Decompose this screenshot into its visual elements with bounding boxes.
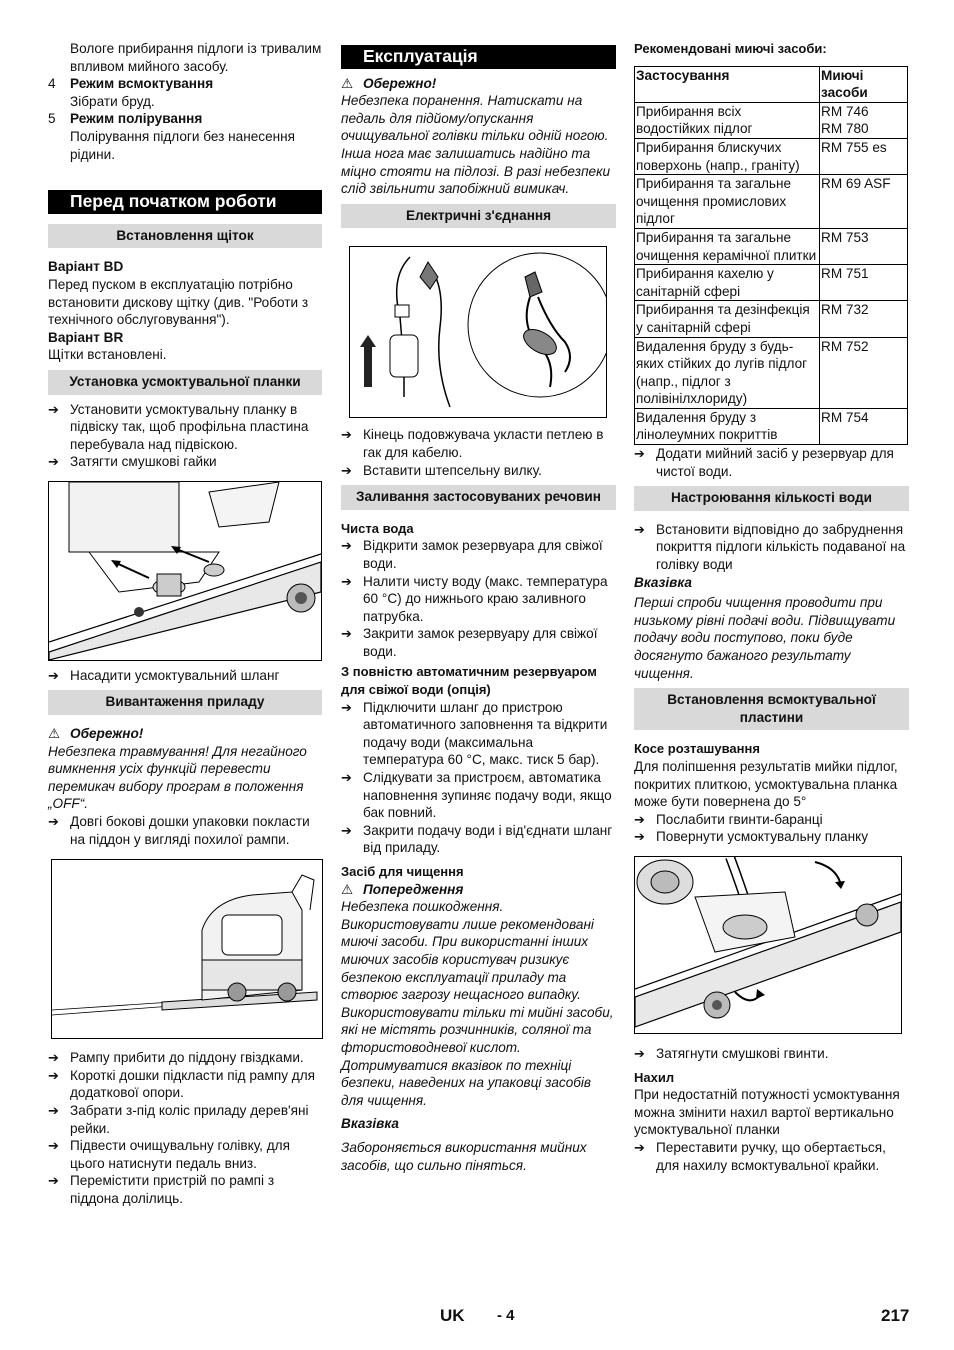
section-title-operation: Експлуатація xyxy=(341,45,616,69)
water-header: Настроювання кількості води xyxy=(634,486,909,511)
list-item xyxy=(48,401,322,454)
unload-header: Вивантаження приладу xyxy=(48,690,322,715)
column-3 xyxy=(634,40,909,1174)
warning-label: Попередження xyxy=(363,881,464,897)
mode-4-number: 4 xyxy=(48,76,56,92)
tilt-label: Нахил xyxy=(634,1069,675,1085)
step-text: Відкрити замок резервуара для свіжої води. xyxy=(363,538,603,571)
warning-triangle-icon: ⚠ xyxy=(48,726,61,742)
caution-label: Обережно! xyxy=(363,75,437,91)
arrow-right-icon: ➔ xyxy=(634,811,645,827)
arrow-right-icon: ➔ xyxy=(48,814,59,830)
step-text: Підвести очищувальну голівку, для цього натиснути педаль вниз. xyxy=(70,1138,290,1171)
arrow-right-icon: ➔ xyxy=(341,770,352,786)
table-cell: RM 746 RM 780 xyxy=(820,102,908,138)
list-item xyxy=(341,537,616,572)
oblique-text: Для поліпшення результатів мийки підлог, покритих плиткою, усмоктувальна планка може бути повернена до 5° xyxy=(634,758,898,810)
arrow-right-icon: ➔ xyxy=(634,1139,645,1155)
variant-br-text: Щітки встановлені. xyxy=(48,347,167,363)
caution-text: Небезпека травмування! Для негайного вимкнення усіх функцій перевести перемикач вибору програм в положення „OFF“. xyxy=(48,743,307,812)
intro-text: Вологе прибирання підлоги із тривалим впливом мийного засобу. xyxy=(70,41,322,74)
variant-bd-text: Перед пуском в експлуатацію потрібно встановити дискову щітку (див. "Роботи з технічного обслуговування"). xyxy=(48,276,309,328)
squeegee-install-illustration xyxy=(48,481,322,661)
step-text: Забрати з-під коліс приладу дерев'яні рейки. xyxy=(70,1103,309,1136)
step-text: Насадити усмоктувальний шланг xyxy=(70,667,280,683)
table-header-row xyxy=(635,66,908,102)
arrow-right-icon: ➔ xyxy=(341,427,352,443)
list-item xyxy=(634,1045,909,1063)
column-header-application: Застосування xyxy=(635,66,820,102)
step-text: Закрити замок резервуару для свіжої води. xyxy=(363,626,598,659)
electric-header: Електричні з'єднання xyxy=(341,204,616,229)
arrow-right-icon: ➔ xyxy=(48,1103,59,1118)
oblique-label: Косе розташування xyxy=(634,741,760,757)
step-text: Короткі дошки підкласти під рампу для додаткової опори. xyxy=(70,1067,315,1101)
step-text: Вставити штепсельну вилку. xyxy=(363,462,542,478)
table-row xyxy=(635,408,908,444)
arrow-right-icon: ➔ xyxy=(48,401,59,417)
arrow-right-icon: ➔ xyxy=(634,521,645,537)
list-item xyxy=(634,1139,909,1174)
arrow-right-icon: ➔ xyxy=(341,538,352,554)
list-item xyxy=(634,828,909,846)
table-cell: RM 69 ASF xyxy=(820,175,908,229)
step-text: Перемістити пристрій по рампі з піддона долілиць. xyxy=(70,1173,275,1206)
step-text: Переставити ручку, що обертається, для нахилу всмоктувальної крайки. xyxy=(656,1139,886,1173)
table-cell: Прибирання всіх водостійких підлог xyxy=(635,102,820,138)
step-text: Кінець подовжувача укласти петлею в гак для кабелю. xyxy=(363,427,604,460)
step-text: Встановити відповідно до забруднення покриття підлоги кількість подаваної на голівку води xyxy=(656,521,906,573)
list-item xyxy=(341,426,616,461)
table-row xyxy=(635,337,908,408)
list-item xyxy=(48,667,322,685)
table-cell: Видалення бруду з будь-яких стійких до лугів підлог (напр., підлог з полівінілхлориду) xyxy=(635,337,820,408)
table-cell: RM 754 xyxy=(820,408,908,444)
table-row xyxy=(635,228,908,264)
mode-5 xyxy=(48,110,322,128)
arrow-right-icon: ➔ xyxy=(341,573,352,589)
water-note-label: Вказівка xyxy=(634,574,692,590)
table-cell: Прибирання кахелю у санітарній сфері xyxy=(635,265,820,301)
fill-header: Заливання застосовуваних речовин xyxy=(341,485,616,510)
arrow-right-icon: ➔ xyxy=(48,454,59,470)
list-item xyxy=(634,811,909,829)
arrow-right-icon: ➔ xyxy=(634,1045,645,1061)
list-item xyxy=(341,769,616,822)
step-text: Довгі бокові дошки упаковки покласти на піддон у вигляді похилої рампи. xyxy=(70,814,310,847)
table-cell: RM 755 es xyxy=(820,138,908,174)
table-cell: Прибирання та загальне очищення промислових підлог xyxy=(635,175,820,229)
auto-fill-label: З повністю автоматичним резервуаром для свіжої води (опція) xyxy=(341,664,597,698)
mode-5-number: 5 xyxy=(48,111,56,127)
mode-5-title: Режим полірування xyxy=(70,111,203,127)
tilt-text: При недостатній потужності усмоктування можна змінити нахил вартої вертикально усмоктувальної планки xyxy=(634,1087,900,1138)
cleaning-agents-table xyxy=(634,66,908,445)
list-item xyxy=(341,462,616,480)
table-row xyxy=(635,265,908,301)
table-cell: RM 753 xyxy=(820,228,908,264)
table-row xyxy=(635,102,908,138)
table-cell: Прибирання та дезінфекція у санітарній сфері xyxy=(635,301,820,337)
arrow-right-icon: ➔ xyxy=(341,462,352,478)
step-text: Установити усмоктувальну планку в підвіску так, щоб профільна пластина перебувала над підвіскою. xyxy=(70,401,309,452)
table-cell: Прибирання та загальне очищення керамічної плитки xyxy=(635,228,820,264)
list-item xyxy=(48,453,322,471)
arrow-right-icon: ➔ xyxy=(341,626,352,642)
step-text: Послабити гвинти-баранці xyxy=(656,811,823,827)
footer-section: - 4 xyxy=(497,1307,515,1324)
step-text: Затягти смушкові гайки xyxy=(70,454,217,470)
warning-triangle-icon: ⚠ xyxy=(341,881,354,897)
table-row xyxy=(635,301,908,337)
mode-4 xyxy=(48,75,322,93)
caution-text: Небезпека поранення. Натискати на педаль для підйому/опускання очищувальної голівки тільки одній ногою. Інша нога має залишатись надійно та міцно стояти на підлозі. В разі небезпеки слід звільнити запобіжний вимикач. xyxy=(341,93,611,197)
step-text: Налити чисту воду (макс. температура 60 °C) до нижнього краю заливного патрубка. xyxy=(363,573,608,624)
table-cell: Видалення бруду з лінолеумних покриттів xyxy=(635,408,820,444)
arrow-right-icon: ➔ xyxy=(341,822,352,838)
unload-machine-illustration xyxy=(51,859,323,1039)
arrow-right-icon: ➔ xyxy=(48,1138,59,1154)
note-label: Вказівка xyxy=(341,1116,399,1132)
variant-br-label: Варіант BR xyxy=(48,329,124,345)
section-title-before-start: Перед початком роботи xyxy=(48,190,322,214)
list-item xyxy=(48,1172,322,1207)
list-item xyxy=(48,813,322,848)
water-note-text: Перші спроби чищення проводити при низькому рівні подачі води. Підвищувати подачу води поступово, поки буде досягнуто бажаного результату чищення. xyxy=(634,595,896,681)
table-cell: Прибирання блискучих поверхонь (напр., граніту) xyxy=(635,138,820,174)
plate-header: Встановлення всмоктувальної пластини xyxy=(634,688,909,730)
clean-water-label: Чиста вода xyxy=(341,520,414,536)
note-text: Забороняється використання мийних засобів, що сильно піняться. xyxy=(341,1139,587,1173)
list-item xyxy=(341,625,616,660)
squeegee-angle-illustration xyxy=(634,856,902,1034)
detergent-label: Засіб для чищення xyxy=(341,864,464,879)
list-item xyxy=(341,573,616,626)
arrow-right-icon: ➔ xyxy=(341,699,352,715)
mode-5-text: Полірування підлоги без нанесення рідини. xyxy=(70,128,296,162)
table-cell: RM 752 xyxy=(820,337,908,408)
caution-heading xyxy=(48,725,322,743)
step-text: Повернути усмоктувальну планку xyxy=(656,829,869,845)
table-row xyxy=(635,138,908,174)
list-item xyxy=(48,1102,322,1137)
footer-language: UK xyxy=(440,1306,465,1325)
brushes-header: Встановлення щіток xyxy=(48,224,322,249)
cable-hook-illustration xyxy=(349,246,607,418)
warning-heading xyxy=(341,881,616,899)
list-item xyxy=(341,699,616,769)
variant-bd-label: Варіант BD xyxy=(48,259,124,275)
list-item xyxy=(634,445,909,480)
list-item xyxy=(48,1049,322,1067)
list-item xyxy=(48,1137,322,1172)
list-item xyxy=(634,521,909,574)
step-text: Підключити шланг до пристрою автоматичного заповнення та відкрити подачу води (максимальна температура 60 °C, макс. тиск 5 бар). xyxy=(363,699,608,768)
table-cell: RM 732 xyxy=(820,301,908,337)
mode-4-title: Режим всмоктування xyxy=(70,76,214,92)
step-text: Затягнути смушкові гвинти. xyxy=(656,1045,829,1061)
caution-label: Обережно! xyxy=(70,726,144,742)
step-text: Закрити подачу води і від'єднати шланг від приладу. xyxy=(363,822,613,856)
list-item xyxy=(341,822,616,857)
arrow-right-icon: ➔ xyxy=(48,667,59,683)
table-cell: RM 751 xyxy=(820,265,908,301)
list-item xyxy=(48,1067,322,1102)
table-row xyxy=(635,175,908,229)
page-number: 217 xyxy=(881,1306,910,1325)
arrow-right-icon: ➔ xyxy=(634,829,645,845)
mode-4-text: Зібрати бруд. xyxy=(70,93,155,109)
step-text: Рампу прибити до піддону гвіздками. xyxy=(70,1050,304,1066)
column-2 xyxy=(341,45,616,1174)
step-text: Додати мийний засіб у резервуар для чистої води. xyxy=(656,446,894,479)
agents-title: Рекомендовані миючі засоби: xyxy=(634,41,827,56)
warning-triangle-icon: ⚠ xyxy=(341,75,354,91)
warning-text: Небезпека пошкодження. Використовувати лише рекомендовані миючі засоби. При використанні інших миючих засобів користувач ризикує безпекою експлуатації приладу та створює загрозу нещасного випадку. Використовувати тільки ті мийні засоби, які не містять розчинників, соляної та фтористоводневої кислот. Дотримуватися вказівок по техніці безпеки, наведених на упаковці засобів для чищення. xyxy=(341,899,614,1108)
column-1 xyxy=(48,40,322,1208)
arrow-right-icon: ➔ xyxy=(48,1067,59,1083)
arrow-right-icon: ➔ xyxy=(48,1050,59,1066)
squeegee-header: Установка усмоктувальної планки xyxy=(48,370,322,395)
arrow-right-icon: ➔ xyxy=(634,446,645,462)
caution-heading xyxy=(341,75,616,93)
step-text: Слідкувати за пристроєм, автоматика наповнення зупиняє подачу води, якщо бак повний. xyxy=(363,770,612,821)
column-header-agents: Миючі засоби xyxy=(820,66,908,102)
arrow-right-icon: ➔ xyxy=(48,1173,59,1189)
